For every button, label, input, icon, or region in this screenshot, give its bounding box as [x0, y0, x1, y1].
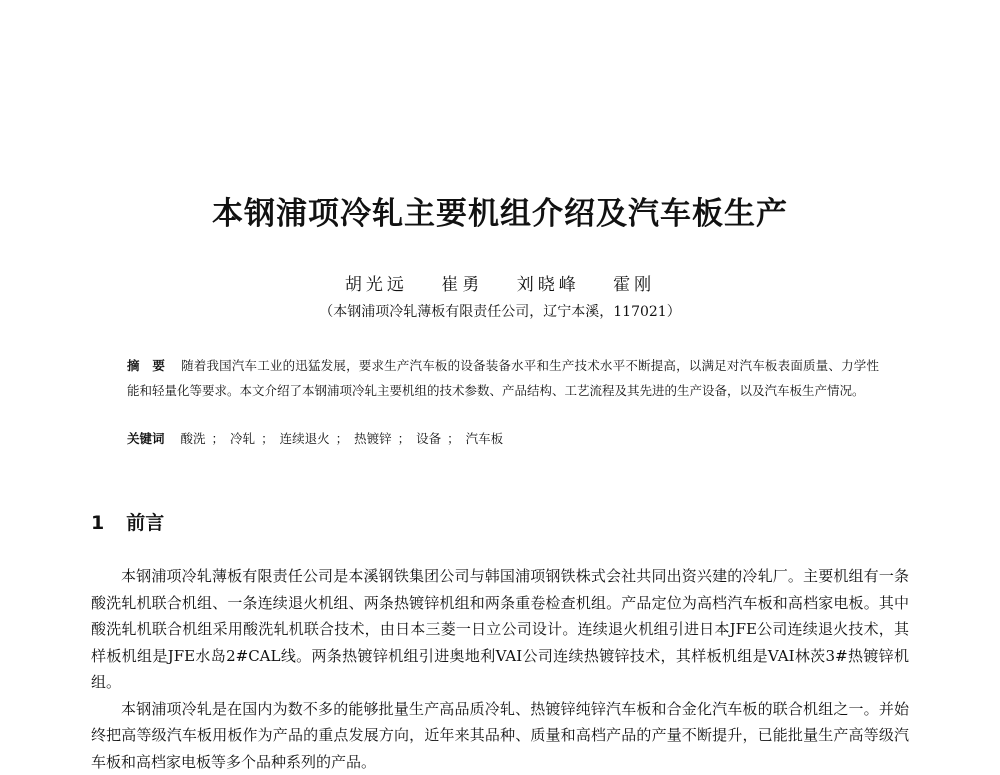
keyword: 连续退火 — [280, 431, 330, 446]
keywords: 关键词 酸洗 ； 冷轧 ； 连续退火 ； 热镀锌 ； 设备 ； 汽车板 — [127, 428, 879, 450]
paragraph: 本钢浦项冷轧薄板有限责任公司是本溪钢铁集团公司与韩国浦项钢铁株式会社共同出资兴建的冷轧厂。主要机组有一条酸洗轧机联合机组、一条连续退火机组、两条热镀锌机组和两条重卷检查机组。产品定位为高档汽车板和高档家电板。其中酸洗轧机联合机组采用酸洗轧机联合技术，由日本三菱一日立公司设计。连续退火机组引进日本JFE公司连续退火技术，其样板机组是JFE水岛2#CAL线。两条热镀锌机组引进奥地利VAI公司连续热镀锌技术，其样板机组是VAI林茨3#热镀锌机组。 — [91, 563, 909, 696]
keyword: 设备 — [416, 431, 441, 446]
keywords-label: 关键词 — [127, 431, 165, 446]
paper-title: 本钢浦项冷轧主要机组介绍及汽车板生产 — [0, 188, 1000, 233]
author-name: 霍刚 — [613, 270, 655, 295]
section-body — [91, 563, 909, 775]
author-name: 崔勇 — [441, 270, 483, 295]
keyword: 热镀锌 — [354, 431, 392, 446]
keyword: 汽车板 — [466, 431, 504, 446]
abstract — [127, 353, 879, 403]
section-heading — [91, 508, 164, 535]
section-title: 前言 — [126, 512, 164, 534]
author-name: 刘晓峰 — [517, 270, 580, 295]
author-name: 胡光远 — [345, 270, 408, 295]
keyword: 酸洗 — [181, 431, 206, 446]
abstract-label: 摘 要 — [127, 358, 165, 373]
section-number: 1 — [91, 512, 104, 534]
author-list — [0, 270, 1000, 295]
affiliation: （本钢浦项冷轧薄板有限责任公司，辽宁本溪，117021） — [0, 301, 1000, 321]
abstract-text: 随着我国汽车工业的迅猛发展，要求生产汽车板的设备装备水平和生产技术水平不断提高，以满足对汽车板表面质量、力学性能和轻量化等要求。本文介绍了本钢浦项冷轧主要机组的技术参数、产品结构、工艺流程及其先进的生产设备，以及汽车板生产情况。 — [127, 358, 879, 398]
paragraph: 本钢浦项冷轧是在国内为数不多的能够批量生产高品质冷轧、热镀锌纯锌汽车板和合金化汽车板的联合机组之一。并始终把高等级汽车板用板作为产品的重点发展方向，近年来其品种、质量和高档产品的产量不断提升，已能批量生产高等级汽车板和高档家电板等多个品种系列的产品。 — [91, 696, 909, 775]
keyword: 冷轧 — [230, 431, 255, 446]
